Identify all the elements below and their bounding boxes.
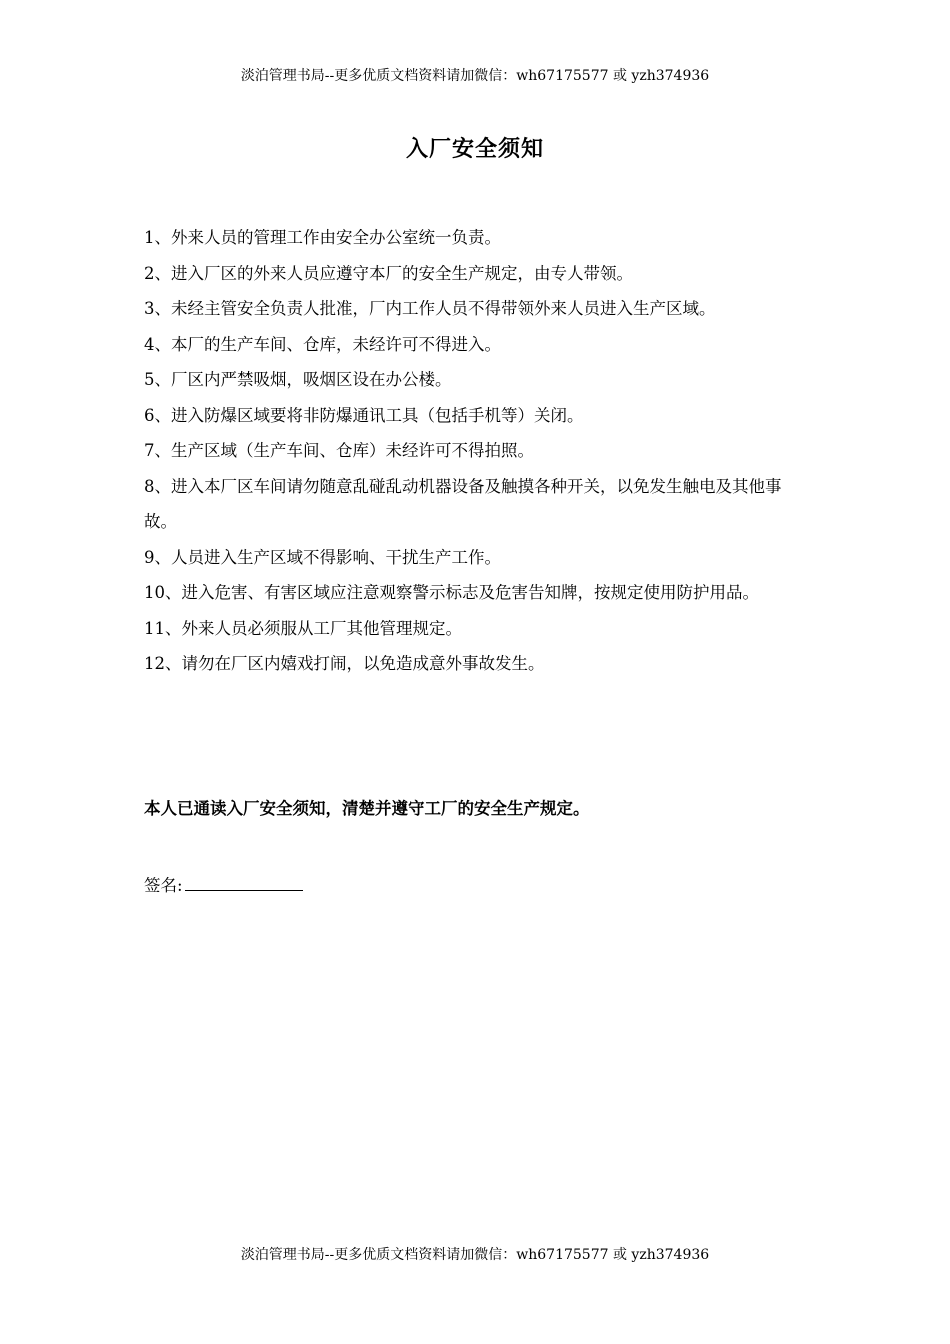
acknowledgement-statement: 本人已通读入厂安全须知，清楚并遵守工厂的安全生产规定。 bbox=[144, 799, 590, 818]
signature-label: 签名: bbox=[144, 876, 183, 895]
rule-item: 12、请勿在厂区内嬉戏打闹，以免造成意外事故发生。 bbox=[144, 654, 545, 673]
rule-item: 11、外来人员必须服从工厂其他管理规定。 bbox=[144, 618, 462, 638]
signature-blank-line bbox=[185, 868, 303, 891]
rules-list bbox=[144, 220, 810, 682]
rule-item: 10、进入危害、有害区域应注意观察警示标志及危害告知牌，按规定使用防护用品。 bbox=[144, 583, 759, 602]
rule-item: 8、进入本厂区车间请勿随意乱碰乱动机器设备及触摸各种开关，以免发生触电及其他事故。 bbox=[144, 476, 782, 531]
document-title: 入厂安全须知 bbox=[405, 136, 544, 162]
rule-item: 9、人员进入生产区域不得影响、干扰生产工作。 bbox=[144, 547, 501, 567]
rule-item: 5、厂区内严禁吸烟，吸烟区设在办公楼。 bbox=[144, 370, 452, 389]
rule-item: 2、进入厂区的外来人员应遵守本厂的安全生产规定，由专人带领。 bbox=[144, 263, 633, 283]
page-header: 淡泊管理书局--更多优质文档资料请加微信：wh67175577 或 yzh374936 bbox=[240, 68, 710, 84]
rule-item: 7、生产区域（生产车间、仓库）未经许可不得拍照。 bbox=[144, 441, 534, 460]
rule-item: 6、进入防爆区域要将非防爆通讯工具（包括手机等）关闭。 bbox=[144, 405, 584, 425]
rule-item: 3、未经主管安全负责人批准，厂内工作人员不得带领外来人员进入生产区域。 bbox=[144, 299, 716, 318]
page-footer: 淡泊管理书局--更多优质文档资料请加微信：wh67175577 或 yzh374936 bbox=[240, 1247, 710, 1263]
rule-item: 4、本厂的生产车间、仓库，未经许可不得进入。 bbox=[144, 334, 501, 354]
signature-field bbox=[144, 868, 303, 903]
rule-item: 1、外来人员的管理工作由安全办公室统一负责。 bbox=[144, 228, 501, 247]
